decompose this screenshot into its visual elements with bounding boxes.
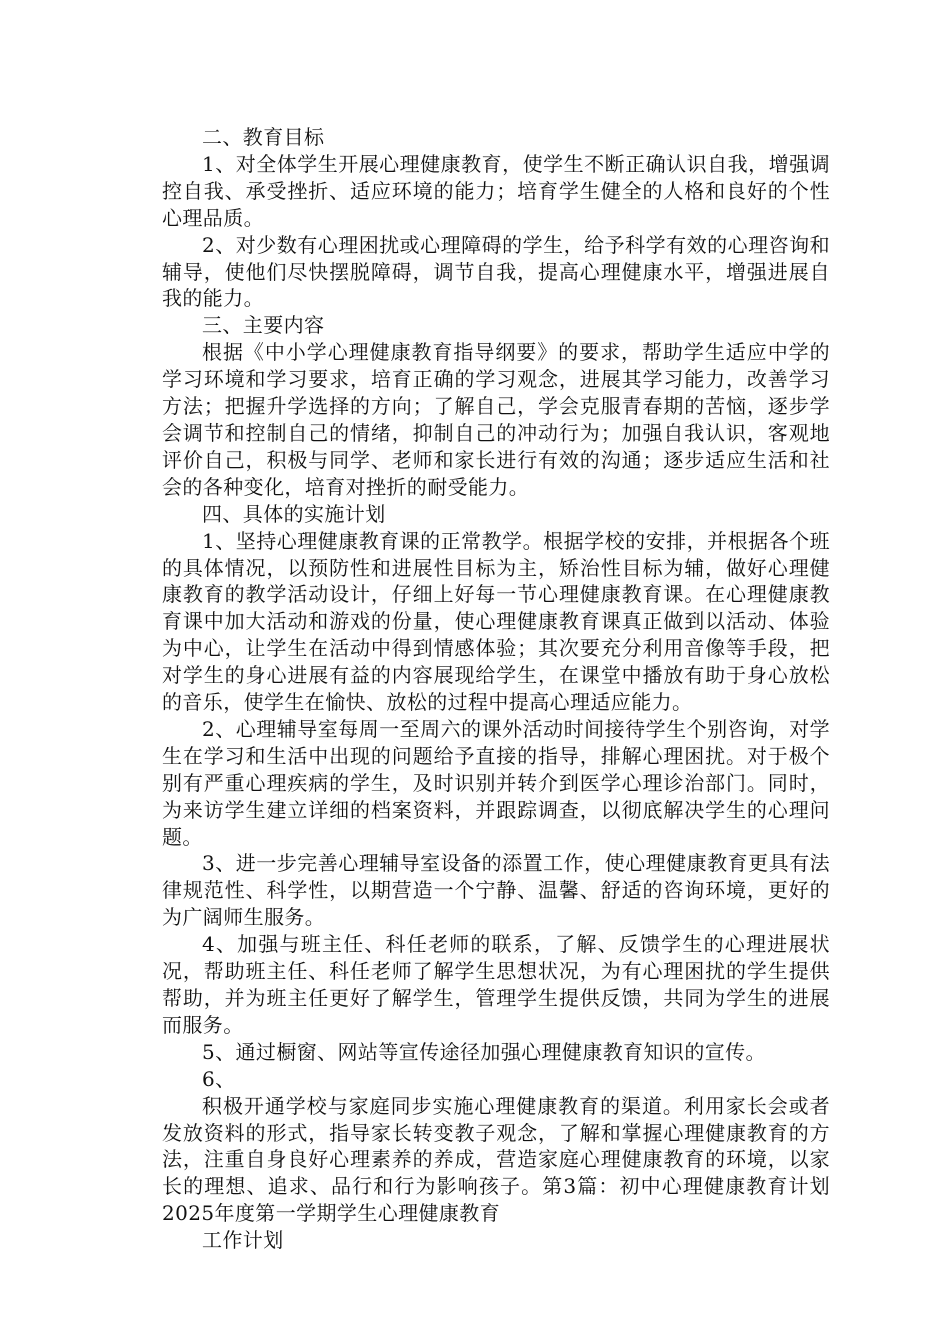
section-heading-goals: 二、教育目标 xyxy=(202,125,325,149)
paragraph-goal-1: 1、对全体学生开展心理健康教育，使学生不断正确认识自我，增强调控自我、承受挫折、适应环境的能力；培育学生健全的人格和良好的个性心理品质。 xyxy=(162,151,830,230)
paragraph-goal-2: 2、对少数有心理困扰或心理障碍的学生，给予科学有效的心理咨询和辅导，使他们尽快摆脱障碍，调节自我，提高心理健康水平，增强进展自我的能力。 xyxy=(162,232,830,311)
paragraph-main-content: 根据《中小学心理健康教育指导纲要》的要求，帮助学生适应中学的学习环境和学习要求，培育正确的学习观念，进展其学习能力，改善学习方法；把握升学选择的方向；了解自己，学会克服青春期的苦恼，逐步学会调节和控制自己的情绪，抑制自己的冲动行为；加强自我认识，客观地评价自己，积极与同学、老师和家长进行有效的沟通；逐步适应生活和社会的各种变化，培育对挫折的耐受能力。 xyxy=(162,340,830,499)
paragraph-plan-6: 积极开通学校与家庭同步实施心理健康教育的渠道。利用家长会或者发放资料的形式，指导家长转变教子观念，了解和掌握心理健康教育的方法，注重自身良好心理素养的养成，营造家庭心理健康教育的环境，以家长的理想、追求、品行和行为影响孩子。第3篇：初中心理健康教育计划2025年度第一学期学生心理健康教育 xyxy=(162,1093,830,1226)
paragraph-plan-4: 4、加强与班主任、科任老师的联系，了解、反馈学生的心理进展状况，帮助班主任、科任老师了解学生思想状况，为有心理困扰的学生提供帮助，并为班主任更好了解学生，管理学生提供反馈，共同为学生的进展而服务。 xyxy=(162,932,830,1037)
section-heading-content: 三、主要内容 xyxy=(202,313,325,338)
document-body xyxy=(162,124,830,1254)
section-heading-work-plan: 工作计划 xyxy=(202,1228,284,1253)
paragraph-plan-1: 1、坚持心理健康教育课的正常教学。根据学校的安排，并根据各个班的具体情况，以预防性和进展性目标为主，矫治性目标为辅，做好心理健康教育的教学活动设计，仔细上好每一节心理健康教育课。在心理健康教育课中加大活动和游戏的份量，使心理健康教育课真正做到以活动、体验为中心，让学生在活动中得到情感体验；其次要充分利用音像等手段，把对学生的身心进展有益的内容展现给学生，在课堂中播放有助于身心放松的音乐，使学生在愉快、放松的过程中提高心理适应能力。 xyxy=(162,528,830,715)
section-heading-plan: 四、具体的实施计划 xyxy=(202,501,386,526)
paragraph-plan-6-number: 6、 xyxy=(202,1066,236,1091)
paragraph-plan-5: 5、通过橱窗、网站等宣传途径加强心理健康教育知识的宣传。 xyxy=(202,1039,766,1064)
paragraph-plan-2: 2、心理辅导室每周一至周六的课外活动时间接待学生个别咨询，对学生在学习和生活中出现的问题给予直接的指导，排解心理困扰。对于极个别有严重心理疾病的学生，及时识别并转介到医学心理诊治部门。同时，为来访学生建立详细的档案资料，并跟踪调查，以彻底解决学生的心理问题。 xyxy=(162,716,830,849)
paragraph-plan-3: 3、进一步完善心理辅导室设备的添置工作，使心理健康教育更具有法律规范性、科学性，以期营造一个宁静、温馨、舒适的咨询环境，更好的为广阔师生服务。 xyxy=(162,851,830,930)
